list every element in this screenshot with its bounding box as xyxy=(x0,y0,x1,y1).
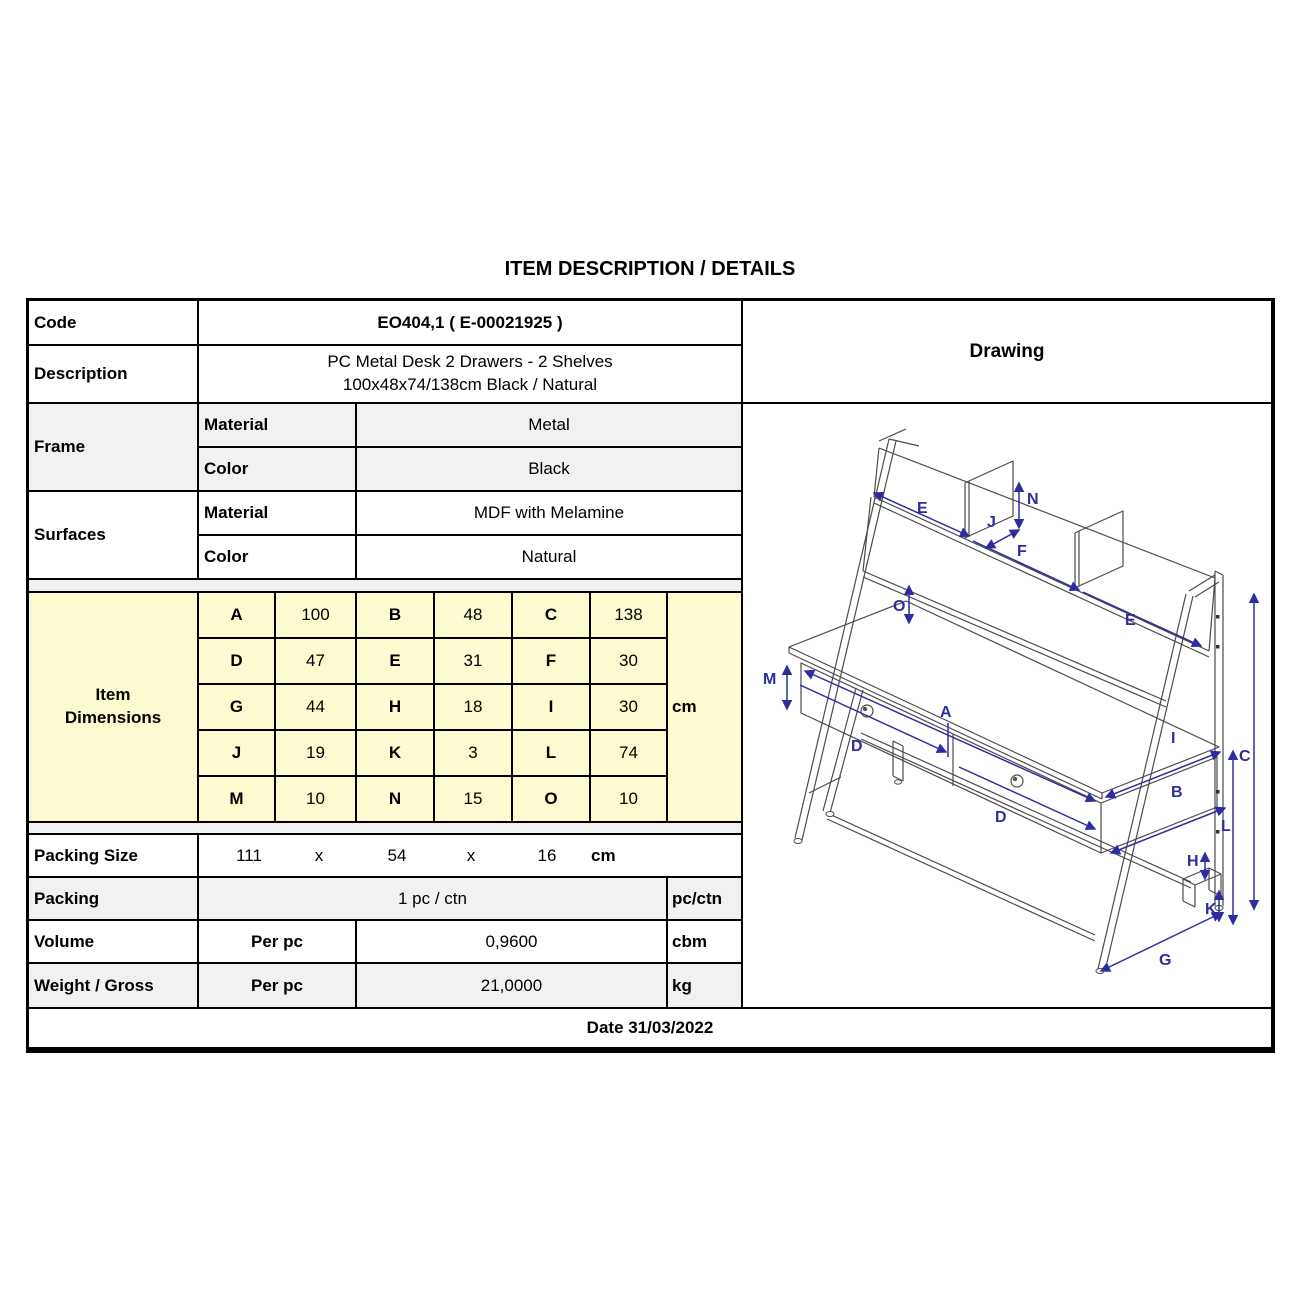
volume-value: 0,9600 xyxy=(356,920,667,963)
frame-label: Frame xyxy=(28,403,198,491)
packing-size-x1: x xyxy=(314,845,324,865)
dim-value: 19 xyxy=(275,730,356,776)
drawing-header: Drawing xyxy=(742,300,1272,403)
surfaces-color-value: Natural xyxy=(356,535,742,579)
drawing-cell xyxy=(742,403,1272,1008)
weight-label: Weight / Gross xyxy=(28,963,198,1008)
dims-unit: cm xyxy=(667,592,742,822)
dim-letter: M xyxy=(198,776,275,822)
separator-strip-bottom xyxy=(28,822,742,834)
dim-label-A: A xyxy=(940,704,952,721)
dim-letter: D xyxy=(198,638,275,684)
weight-unit: kg xyxy=(667,963,742,1008)
description-line2: 100x48x74/138cm Black / Natural xyxy=(342,375,598,394)
dim-label-D2: D xyxy=(995,809,1007,826)
item-dimensions-label xyxy=(28,592,198,822)
volume-per-pc: Per pc xyxy=(198,920,356,963)
dim-value: 10 xyxy=(275,776,356,822)
item-dimensions-label-line2: Dimensions xyxy=(64,708,162,727)
dim-letter: B xyxy=(356,592,434,638)
frame-material-value: Metal xyxy=(356,403,742,447)
packing-size-unit: cm xyxy=(591,845,616,865)
dim-label-C: C xyxy=(1239,748,1251,765)
dim-value: 138 xyxy=(590,592,667,638)
packing-size-v1: 111 xyxy=(236,845,262,865)
dim-label-E1: E xyxy=(917,500,928,517)
weight-per-pc: Per pc xyxy=(198,963,356,1008)
dim-letter: N xyxy=(356,776,434,822)
dim-value: 15 xyxy=(434,776,512,822)
dim-value: 3 xyxy=(434,730,512,776)
dim-label-F: F xyxy=(1017,543,1027,560)
dim-label-M: M xyxy=(763,671,777,688)
dim-value: 10 xyxy=(590,776,667,822)
dim-label-J: J xyxy=(987,514,996,531)
dim-letter: O xyxy=(512,776,590,822)
dim-value: 47 xyxy=(275,638,356,684)
packing-size-v2: 54 xyxy=(387,845,407,865)
dim-value: 30 xyxy=(590,684,667,730)
packing-label: Packing xyxy=(28,877,198,920)
dim-value: 18 xyxy=(434,684,512,730)
dim-label-I: I xyxy=(1171,730,1176,747)
dim-letter: E xyxy=(356,638,434,684)
packing-size-v3: 16 xyxy=(537,845,557,865)
surfaces-label: Surfaces xyxy=(28,491,198,579)
volume-unit: cbm xyxy=(667,920,742,963)
dim-value: 31 xyxy=(434,638,512,684)
dim-label-O: O xyxy=(893,598,906,615)
packing-size-x2: x xyxy=(466,845,476,865)
weight-value: 21,0000 xyxy=(356,963,667,1008)
dim-label-L: L xyxy=(1221,818,1231,835)
page-title: ITEM DESCRIPTION / DETAILS xyxy=(504,258,796,280)
dim-letter: I xyxy=(512,684,590,730)
desk-technical-drawing xyxy=(743,404,1271,1007)
dim-letter: H xyxy=(356,684,434,730)
surfaces-material-value: MDF with Melamine xyxy=(356,491,742,535)
description-label: Description xyxy=(28,345,198,403)
desk-frame-lines xyxy=(789,429,1223,971)
dim-label-H: H xyxy=(1187,853,1199,870)
dim-letter: F xyxy=(512,638,590,684)
code-label: Code xyxy=(28,300,198,345)
dim-value: 100 xyxy=(275,592,356,638)
dim-label-E2: E xyxy=(1125,612,1136,629)
packing-value: 1 pc / ctn xyxy=(198,877,667,920)
spec-table xyxy=(26,298,1275,1053)
dim-letter: G xyxy=(198,684,275,730)
item-dimensions-label-line1: Item xyxy=(95,685,131,705)
dim-label-D1: D xyxy=(851,738,863,755)
frame-color-label: Color xyxy=(198,447,356,491)
dim-value: 74 xyxy=(590,730,667,776)
dim-value: 44 xyxy=(275,684,356,730)
surfaces-color-label: Color xyxy=(198,535,356,579)
dim-letter: A xyxy=(198,592,275,638)
packing-size-label: Packing Size xyxy=(28,834,198,877)
dim-letter: K xyxy=(356,730,434,776)
separator-strip-top xyxy=(28,579,742,592)
frame-material-label: Material xyxy=(198,403,356,447)
frame-color-value: Black xyxy=(356,447,742,491)
dim-label-N: N xyxy=(1027,491,1039,508)
dim-value: 30 xyxy=(590,638,667,684)
surfaces-material-label: Material xyxy=(198,491,356,535)
dim-label-G: G xyxy=(1159,952,1172,969)
dim-letter: L xyxy=(512,730,590,776)
dim-value: 48 xyxy=(434,592,512,638)
packing-size-value xyxy=(198,834,742,877)
dim-letter: C xyxy=(512,592,590,638)
packing-unit: pc/ctn xyxy=(667,877,742,920)
volume-label: Volume xyxy=(28,920,198,963)
code-value: EO404,1 ( E-00021925 ) xyxy=(198,300,742,345)
leg-feet xyxy=(794,780,1223,974)
description-value xyxy=(198,345,742,403)
dim-label-B: B xyxy=(1171,784,1183,801)
dim-letter: J xyxy=(198,730,275,776)
dim-label-K: K xyxy=(1205,901,1217,918)
description-line1: PC Metal Desk 2 Drawers - 2 Shelves xyxy=(327,352,613,372)
date-row: Date 31/03/2022 xyxy=(28,1008,1272,1048)
